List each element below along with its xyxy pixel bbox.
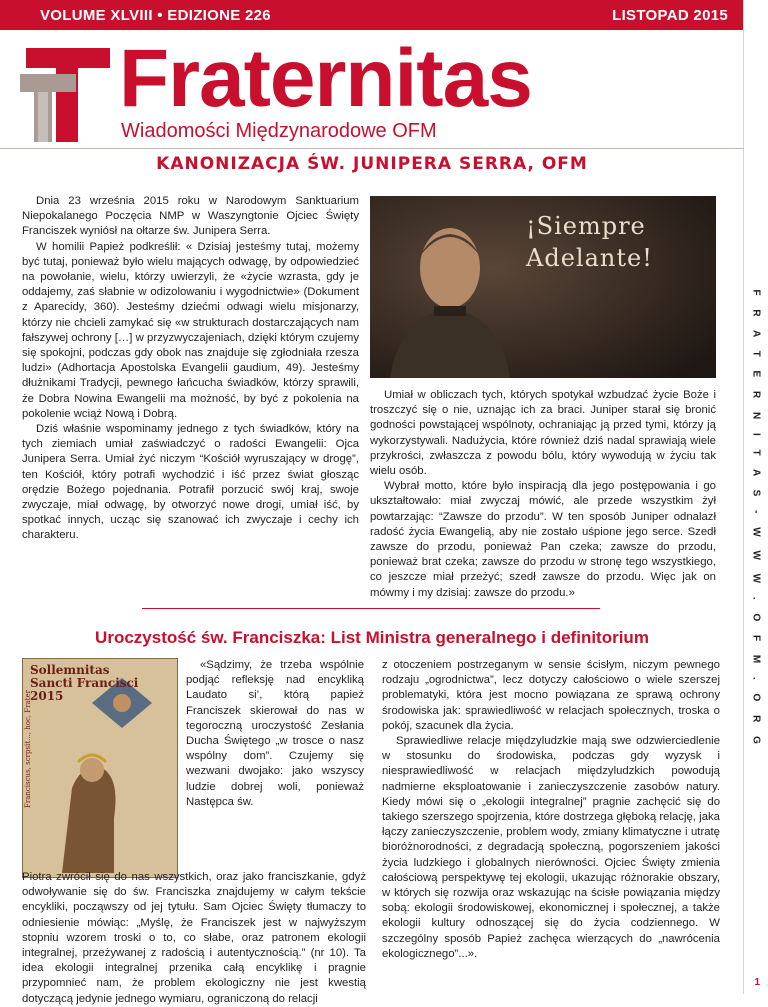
section-divider (142, 608, 600, 609)
paragraph: Wybrał motto, które było inspiracją dla jego postępowania i go ukształtowało: miał zwyczaj mówić, ale przede wszystkim żył powtarzając: “Zawsze do przodu”. W ten sposób Juniper odnalazł radość życia Ewangelią, aby nie zostało uśpione jego serce. Szedł zawsze do przodu, ponieważ Pan czeka; zawsze do przodu, ponieważ brat czeka; zawsze do przodu w stronę tego wszystkiego, co jeszcze miał przeżyć; szedł zawsze do przodu. Więc jak on mówmy i my dzisiaj: zawsze do przodu.» (370, 480, 716, 599)
masthead (14, 33, 744, 146)
page-number: 1 (754, 977, 760, 988)
paragraph: z otoczeniem postrzeganym w sensie ścisłym, niczym pewnego rodzaju „ogrodnictwa”, lecz dotyczy całościowo o wiele szerszej problematyki, która jest mocno powiązana ze sprawą ochrony środowiska jak: sprawiedliwość w relacjach społecznych, troska o pokój, szacunek dla życia. (382, 659, 720, 732)
cover-title (30, 664, 138, 703)
paragraph: Sprawiedliwe relacje międzyludzkie mają swe odzwierciedlenie w stosunku do środowiska, podczas gdy wyzysk i niesprawiedliwość w relacjach międzyludzkich powodują nadmierne eksploatowanie i zanieczyszczenie zasobów natury. Kiedy mówi się o „ekologii integralnej” pragnie zachęcić się do takiego szerszego spojrzenia, które dostrzega głęboką relację, jaka łączy zanieczyszczenie, problem wody, zmiany klimatyczne i utratę bioróżnorodności, z degradacją społeczną, pogorszeniem jakości życia ludzkiego i globalnych nierówności. Ojciec Święty zmienia całościową perspektywę tej ekologii, ukazując różnorakie obszary, w których się rozwija oraz wskazując na ścisłe powiązania między sobą: ekologii środowiskowej, ekonomicznej i społecznej, a także ekologii kultury odnoszącej się do życia codziennego. W szczególny sposób Papież zachęca wierzących do „nawrócenia ekologicznego”...». (382, 735, 720, 960)
article1-title: KANONIZACJA ŚW. JUNIPERA SERRA, OFM (156, 154, 588, 174)
paragraph: Piotra zwrócił się do nas wszystkich, oraz jako franciszkanie, gdyż odwoływanie się do św. Franciszka znajdujemy w całym tekście encykliki, począwszy od jej tytułu. Sam Ojciec Święty tłumaczy to odniesienie mówiąc: „Myślę, że Franciszek jest w najwyższym stopniu wzorem troski o to, co słabe, oraz patronem ekologii integralnej, przeżywanej z radością i autentycznością.” (nr 10). Ta idea ekologii integralnej przenika całą encyklikę i pragnie przypomnieć nam, że problem ekologiczny nie jest kwestią dotyczącą jedynie jednego wymiaru, ograniczoną do relacji (22, 871, 366, 1005)
motto-line: ¡Siempre (526, 212, 646, 240)
article2-title: Uroczystość św. Franciszka: List Ministra generalnego i definitorium (95, 628, 649, 647)
cover-title-line: Sollemnitas (30, 663, 110, 677)
paragraph: «Sądzimy, że trzeba wspólnie podjąć refleksję nad encykliką Laudato si’, którą papież Franciszek skierował do nas w tegoroczną uroczystość Zesłania Ducha Świętego „w trosce o nasz wspólny dom”. Czujemy się wezwani dwojako: jako wszyscy ludzie dobrej woli, ponieważ Następca św. (186, 659, 364, 808)
side-url: F R A T E R N I T A S - W W W . O F M . O R G (750, 289, 762, 750)
article1-right-column (370, 388, 716, 601)
paragraph: Dziś właśnie wspominamy jednego z tych świadków, który na tych ziemiach umiał zaświadczyć o radości Ewangelii: Ojca Junipera Serra. Umiał żyć niczym “Kościół wyruszający w drogę”, ten Kościół, który potrafi wychodzić i iść przez świat głosząc orędzie Bożego pojednania. Potrafił porzucić swój kraj, swoje zwyczaje, miał odwagę, by otworzyć nowe drogi, umiał iść, by spotkać innych, ucząc się szanować ich zwyczaje i cechy ich charakteru. (22, 423, 359, 542)
logo-subtitle: Wiadomości Międzynarodowe OFM (121, 120, 437, 142)
header-rule (0, 148, 744, 149)
motto-text (526, 210, 653, 274)
side-strip (743, 0, 768, 994)
paragraph: Umiał w obliczach tych, których spotykał wzbudzać życie Boże i troszczyć się o nie, uznając ich za braci. Juniper starał się bronić godności powstającej wspólnoty, ochraniając ją przed tymi, którzy ją wykorzystywali. Nadużycia, które również dziś nadal sprawiają wiele przykrości, zwłaszcza z powodu bólu, który wywodują w życiu tak wielu osób. (370, 389, 716, 478)
article2-right-column (382, 658, 720, 962)
tau-cross-logo (20, 44, 116, 144)
serra-portrait (370, 196, 716, 378)
logo-wordmark: Fraternitas (119, 33, 532, 124)
issue-date: LISTOPAD 2015 (612, 7, 728, 24)
paragraph: W homilii Papież podkreślił: « Dzisiaj jesteśmy tutaj, możemy być tutaj, ponieważ było wielu mających odwagę, by odpowiedzieć na powołanie, wielu, którzy uwierzyli, że «życie wzrasta, gdy je oddajemy, zaś słabnie w odizolowaniu i wygodnictwie» (Dokument z Aparecidy, 360). Jesteśmy dziećmi odwagi wielu misjonarzy, którzy nie chcieli zamykać się «w strukturach dostarczających nam fałszywej ochrony […] w przyzwyczajeniach, dzięki którym czujemy się spokojni, podczas gdy obok nas znajduje się zgłodniała rzesza ludzi» (Adhortacja Apostolska Evangelii gaudium, 49). Jesteśmy dłużnikami Tradycji, pewnego łańcucha świadków, którzy sprawili, że Dobra Nowina Ewangelii ma możność, by być z pokolenia na pokolenie wciąż Nową i Dobrą. (22, 240, 359, 420)
article2-left-column (22, 870, 366, 1007)
paragraph: Dnia 23 września 2015 roku w Narodowym Sanktuarium Niepokalanego Poczęcia NMP w Waszyngtonie Ojciec Święty Franciszek wyniósł na ołtarze św. Junipera Serra. (22, 195, 359, 238)
motto-line: Adelante! (526, 244, 653, 272)
sollemnitas-cover-image (22, 658, 178, 878)
cover-title-line: 2015 (30, 689, 64, 703)
article1-left-column (22, 194, 359, 544)
article2-intro-text (186, 658, 364, 810)
header-bar (0, 0, 744, 30)
cover-caption: Franciscus, scrpsit..., hoc, Frater (24, 690, 32, 808)
volume-label: VOLUME XLVIII • EDIZIONE 226 (40, 7, 271, 24)
cover-title-line: Sancti Francisci (30, 676, 139, 690)
